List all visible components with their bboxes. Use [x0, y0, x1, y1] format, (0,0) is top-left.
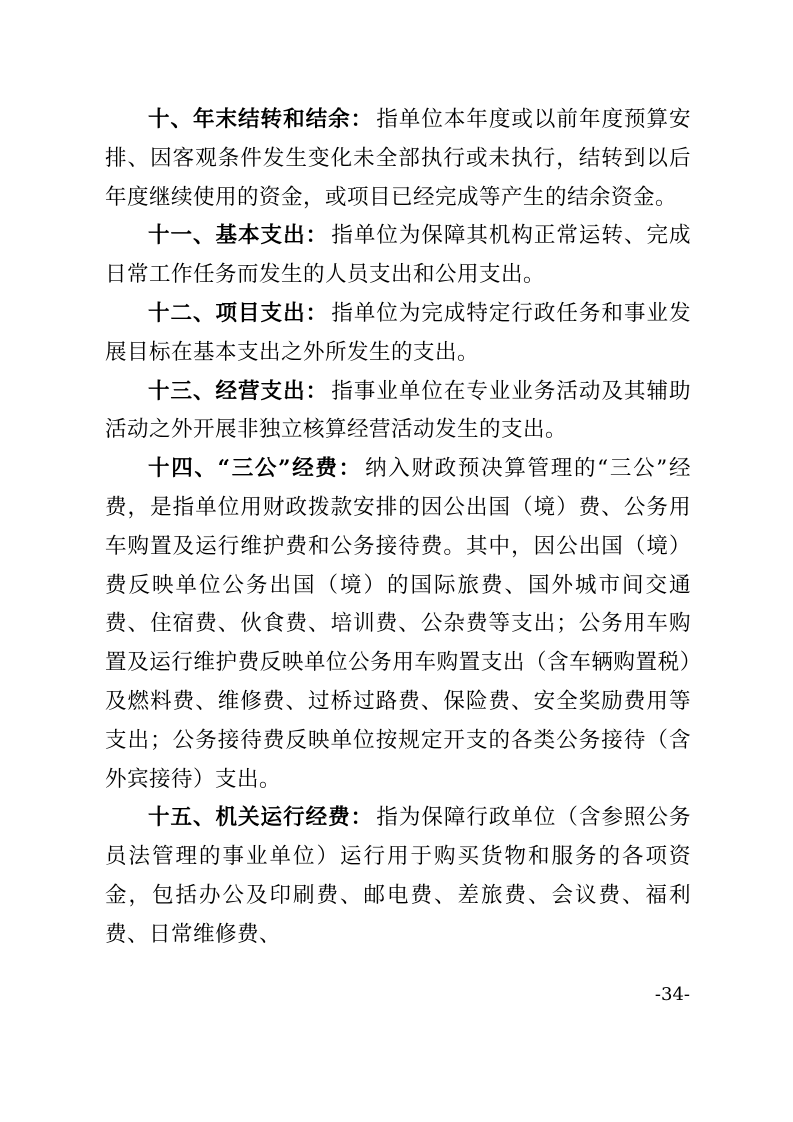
page-number: -34- — [654, 984, 690, 1005]
paragraph-agency-operating-funds — [105, 799, 691, 954]
paragraph-text: 指事业单位在专业业务活动及其辅助活动之外开展非独立核算经营活动发生的支出。 — [105, 378, 691, 443]
term-label: 十一、基本支出： — [148, 223, 329, 249]
paragraph-three-public-funds — [105, 450, 691, 799]
term-label: 十三、经营支出： — [148, 378, 329, 404]
paragraph-basic-expenditure — [105, 217, 691, 295]
paragraph-project-expenditure — [105, 295, 691, 373]
term-label: 十二、项目支出： — [148, 300, 329, 326]
term-label: 十五、机关运行经费： — [148, 805, 374, 831]
term-label: 十四、“三公”经费： — [148, 456, 362, 482]
paragraph-year-end-carryover — [105, 101, 691, 217]
paragraph-text: 指单位为完成特定行政任务和事业发展目标在基本支出之外所发生的支出。 — [105, 300, 691, 365]
term-label: 十、年末结转和结余： — [148, 107, 374, 132]
paragraph-text: 指单位本年度或以前年度预算安排、因客观条件发生变化未全部执行或未执行，结转到以后年度继续使用的资金，或项目已经完成等产生的结余资金。 — [105, 107, 691, 210]
document-body — [105, 101, 691, 955]
paragraph-text: 纳入财政预决算管理的“三公”经费，是指单位用财政拨款安排的因公出国（境）费、公务用车购置及运行维护费和公务接待费。其中，因公出国（境）费反映单位公务出国（境）的国际旅费、国外城市间交通费、住宿费、伙食费、培训费、公杂费等支出；公务用车购置及运行维护费反映单位公务用车购置支出（含车辆购置税）及燃料费、维修费、过桥过路费、保险费、安全奖励费用等支出；公务接待费反映单位按规定开支的各类公务接待（含外宾接待）支出。 — [105, 456, 691, 792]
paragraph-operating-expenditure — [105, 373, 691, 451]
paragraph-text: 指单位为保障其机构正常运转、完成日常工作任务而发生的人员支出和公用支出。 — [105, 223, 691, 288]
paragraph-text: 指为保障行政单位（含参照公务员法管理的事业单位）运行用于购买货物和服务的各项资金，包括办公及印刷费、邮电费、差旅费、会议费、福利费、日常维修费、 — [105, 805, 691, 947]
